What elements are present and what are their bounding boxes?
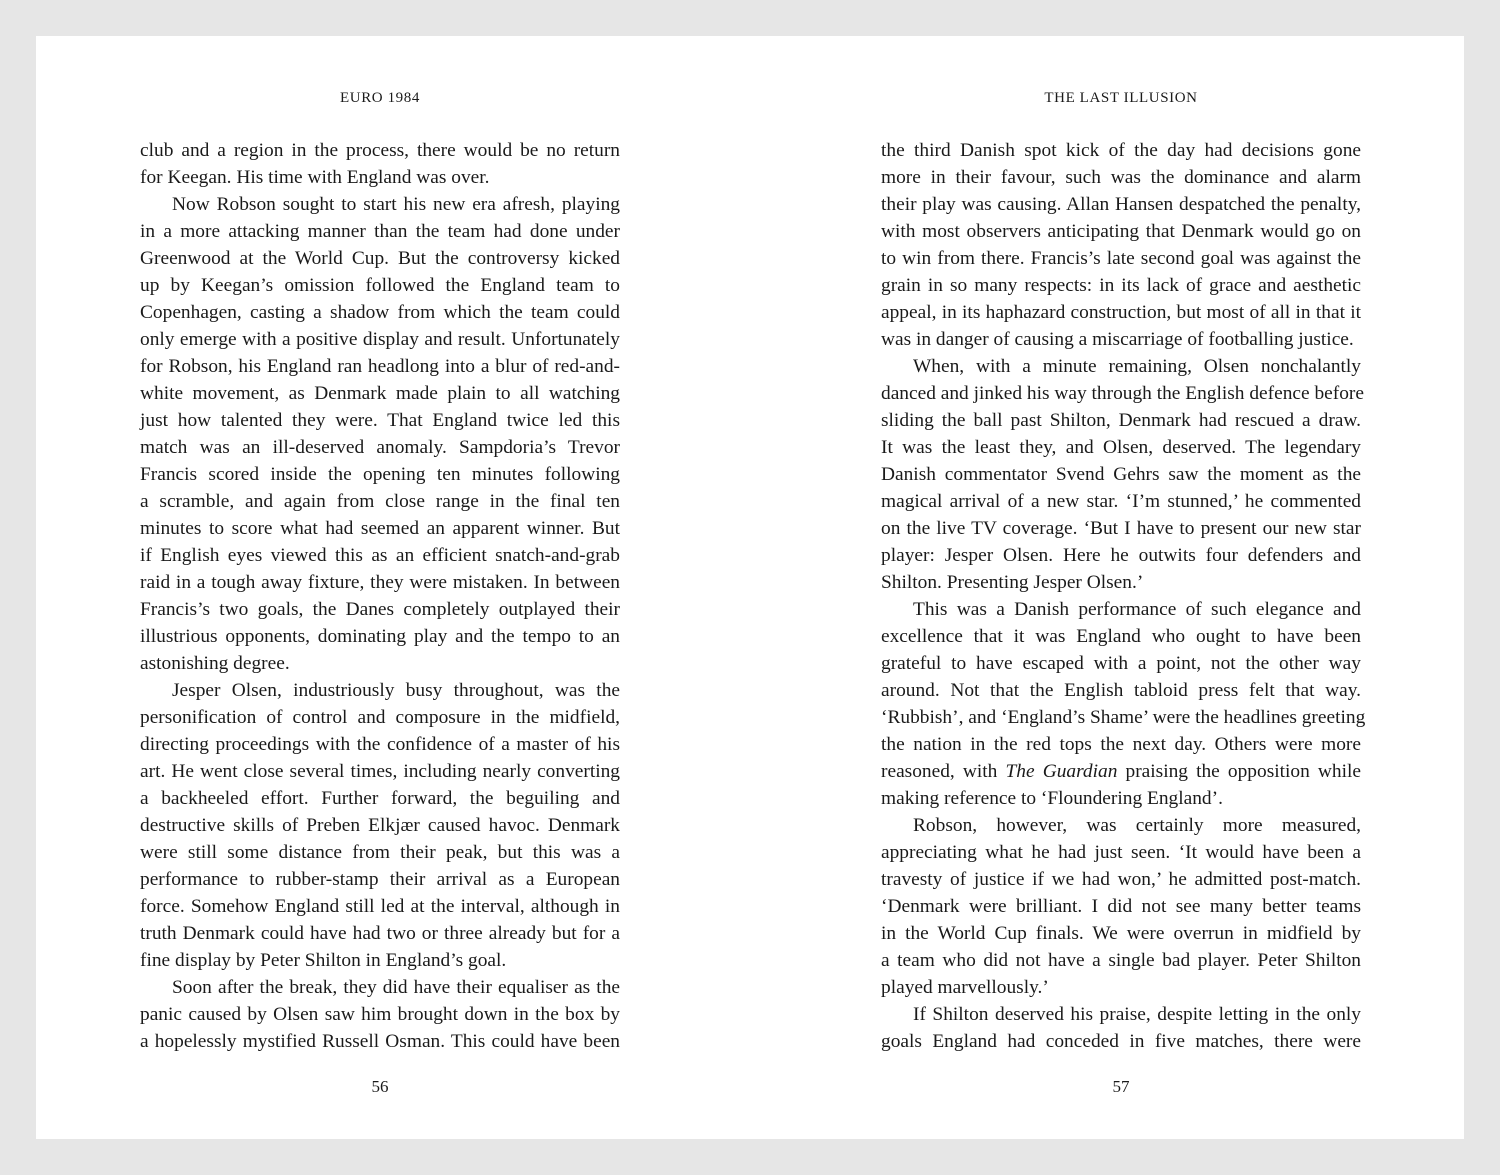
text-line: magical arrival of a new star. ‘I’m stunned,’ he commented — [881, 491, 1361, 512]
text-line: more in their favour, such was the dominance and alarm — [881, 167, 1361, 188]
text-line: for Keegan. His time with England was over. — [140, 167, 490, 188]
text-line: Francis’s two goals, the Danes completely outplayed their — [140, 599, 620, 620]
text-line: art. He went close several times, including nearly converting — [140, 761, 620, 782]
body-text — [140, 137, 620, 1055]
text-line: only emerge with a positive display and result. Unfortunately — [140, 329, 620, 350]
text-line: If Shilton deserved his praise, despite letting in the only — [913, 1004, 1361, 1025]
text-line: just how talented they were. That England twice led this — [140, 410, 620, 431]
text-line: Soon after the break, they did have their equaliser as the — [172, 977, 620, 998]
text-line: raid in a tough away fixture, they were mistaken. In between — [140, 572, 620, 593]
text-line: for Robson, his England ran headlong into a blur of red-and- — [140, 356, 620, 377]
text-line: player: Jesper Olsen. Here he outwits four defenders and — [881, 545, 1361, 566]
page-number: 57 — [1112, 1077, 1130, 1096]
text-line: personification of control and composure in the midfield, — [140, 707, 620, 728]
text-line: Now Robson sought to start his new era afresh, playing — [172, 194, 620, 215]
text-line: destructive skills of Preben Elkjær caused havoc. Denmark — [140, 815, 620, 836]
text-line: Shilton. Presenting Jesper Olsen.’ — [881, 572, 1144, 593]
text-line: Robson, however, was certainly more measured, — [913, 815, 1361, 836]
text-line: illustrious opponents, dominating play and the tempo to an — [140, 626, 620, 647]
book-spread — [36, 36, 1464, 1139]
text-line: to win from there. Francis’s late second goal was against the — [881, 248, 1361, 269]
text-line: ‘Denmark were brilliant. I did not see many better teams — [881, 896, 1361, 917]
text-line: grateful to have escaped with a point, not the other way — [881, 653, 1361, 674]
text-line: Francis scored inside the opening ten minutes following — [140, 464, 620, 485]
text-line: When, with a minute remaining, Olsen nonchalantly — [913, 356, 1361, 377]
text-line: reasoned, with The Guardian praising the opposition while — [881, 761, 1361, 782]
italic-title: The Guardian — [1005, 761, 1118, 782]
text-line: minutes to score what had seemed an apparent winner. But — [140, 518, 620, 539]
text-line: a scramble, and again from close range in the final ten — [140, 491, 620, 512]
text-line: astonishing degree. — [140, 653, 290, 674]
text-line: in a more attacking manner than the team had done under — [140, 221, 620, 242]
running-head: EURO 1984 — [340, 90, 420, 106]
text-line: Copenhagen, casting a shadow from which the team could — [140, 302, 620, 323]
text-line: goals England had conceded in five matches, there were — [881, 1031, 1361, 1052]
text-line: panic caused by Olsen saw him brought down in the box by — [140, 1004, 620, 1025]
text-line: ‘Rubbish’, and ‘England’s Shame’ were the headlines greeting — [881, 707, 1366, 728]
text-line: This was a Danish performance of such elegance and — [913, 599, 1361, 620]
text-line: match was an ill-deserved anomaly. Sampdoria’s Trevor — [140, 437, 620, 458]
left-page — [140, 36, 620, 1139]
text-line: Jesper Olsen, industriously busy throughout, was the — [172, 680, 620, 701]
text-line: was in danger of causing a miscarriage of footballing justice. — [881, 329, 1354, 350]
text-line: appreciating what he had just seen. ‘It would have been a — [881, 842, 1361, 863]
text-line: in the World Cup finals. We were overrun in midfield by — [881, 923, 1361, 944]
text-line: if English eyes viewed this as an efficient snatch-and-grab — [140, 545, 620, 566]
text-line: Danish commentator Svend Gehrs saw the moment as the — [881, 464, 1361, 485]
text-line: fine display by Peter Shilton in England’s goal. — [140, 950, 507, 971]
text-line: up by Keegan’s omission followed the England team to — [140, 275, 620, 296]
text-line: white movement, as Denmark made plain to all watching — [140, 383, 620, 404]
text-line: club and a region in the process, there would be no return — [140, 140, 620, 161]
right-page — [881, 36, 1366, 1139]
text-line: Greenwood at the World Cup. But the controversy kicked — [140, 248, 620, 269]
page-number: 56 — [371, 1077, 389, 1096]
text-line: directing proceedings with the confidence of a master of his — [140, 734, 620, 755]
text-line: a backheeled effort. Further forward, the beguiling and — [140, 788, 620, 809]
text-line: a team who did not have a single bad player. Peter Shilton — [881, 950, 1361, 971]
text-line: truth Denmark could have had two or three already but for a — [140, 923, 620, 944]
text-line: played marvellously.’ — [881, 977, 1049, 998]
text-line: travesty of justice if we had won,’ he admitted post-match. — [881, 869, 1361, 890]
text-line: danced and jinked his way through the English defence before — [881, 383, 1364, 404]
text-line: It was the least they, and Olsen, deserved. The legendary — [881, 437, 1361, 458]
text-line: the third Danish spot kick of the day had decisions gone — [881, 140, 1361, 161]
text-line: sliding the ball past Shilton, Denmark had rescued a draw. — [881, 410, 1361, 431]
text-line: with most observers anticipating that Denmark would go on — [881, 221, 1361, 242]
text-line: appeal, in its haphazard construction, but most of all in that it — [881, 302, 1361, 323]
text-line: the nation in the red tops the next day. Others were more — [881, 734, 1361, 755]
text-line: making reference to ‘Floundering England’. — [881, 788, 1223, 809]
text-line: grain in so many respects: in its lack of grace and aesthetic — [881, 275, 1361, 296]
text-line: were still some distance from their peak, but this was a — [140, 842, 620, 863]
text-line: performance to rubber-stamp their arrival as a European — [140, 869, 620, 890]
text-line: around. Not that the English tabloid press felt that way. — [881, 680, 1361, 701]
running-head: THE LAST ILLUSION — [1044, 90, 1198, 106]
text-line: a hopelessly mystified Russell Osman. This could have been — [140, 1031, 620, 1052]
body-text — [881, 137, 1366, 1055]
text-line: on the live TV coverage. ‘But I have to present our new star — [881, 518, 1361, 539]
text-line: force. Somehow England still led at the interval, although in — [140, 896, 620, 917]
text-line: their play was causing. Allan Hansen despatched the penalty, — [881, 194, 1361, 215]
text-line: excellence that it was England who ought to have been — [881, 626, 1361, 647]
